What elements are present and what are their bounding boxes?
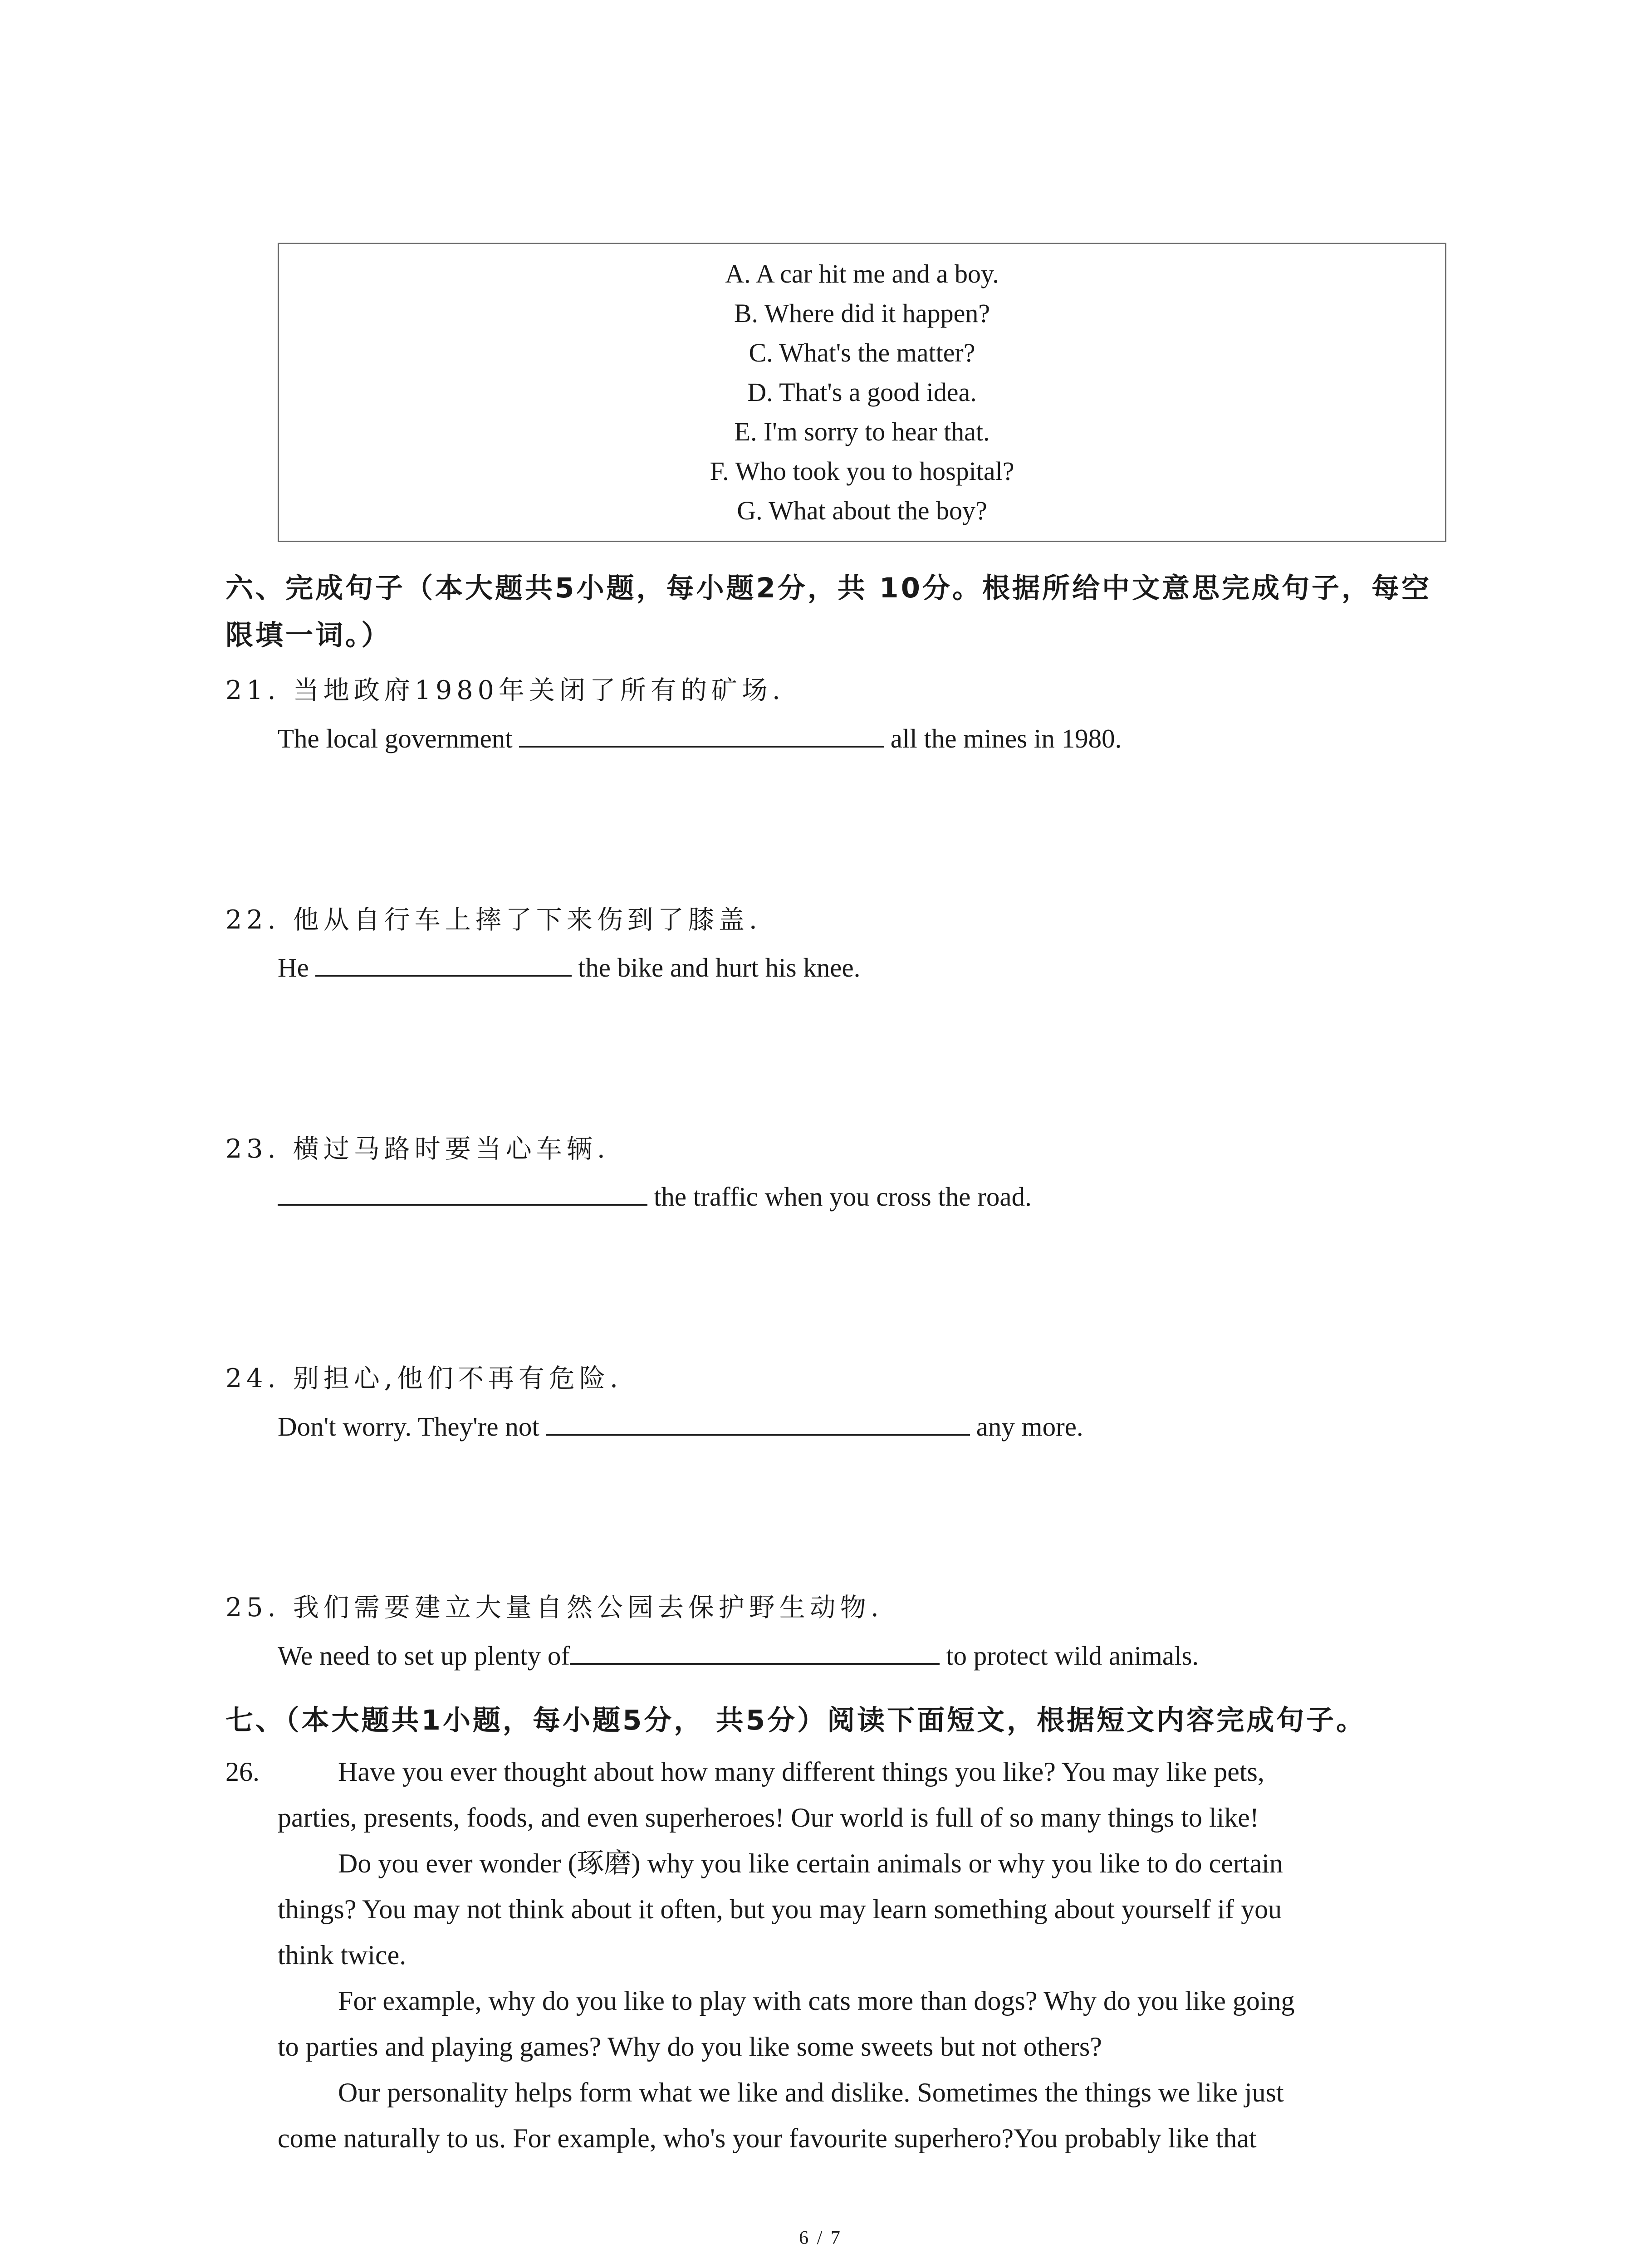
question-25-prompt xyxy=(225,1587,883,1624)
question-23-prompt xyxy=(225,1128,610,1165)
option-e: E. I'm sorry to hear that. xyxy=(734,417,990,446)
passage-line: Our personality helps form what we like and dislike. Sometimes the things we like just xyxy=(338,2077,1284,2107)
answer-blank-23[interactable] xyxy=(278,1176,647,1206)
passage-line: come naturally to us. For example, who's your favourite superhero?You probably like that xyxy=(278,2123,1257,2153)
option-b: B. Where did it happen? xyxy=(734,298,990,328)
question-21-prompt xyxy=(225,670,785,707)
sentence-before: We need to set up plenty of xyxy=(278,1641,570,1671)
question-chinese: 当地政府1980年关闭了所有的矿场. xyxy=(293,675,785,705)
option-g: G. What about the boy? xyxy=(737,496,987,525)
passage-line: For example, why do you like to play with cats more than dogs? Why do you like going xyxy=(338,1986,1295,2016)
option-c: C. What's the matter? xyxy=(749,338,975,367)
question-chinese: 横过马路时要当心车辆. xyxy=(293,1134,610,1164)
question-number: 21. xyxy=(225,675,280,705)
question-chinese: 我们需要建立大量自然公园去保护野生动物. xyxy=(293,1593,883,1623)
sentence-before: Don't worry. They're not xyxy=(278,1412,539,1442)
question-number: 23. xyxy=(225,1134,280,1164)
sentence-after: all the mines in 1980. xyxy=(890,723,1122,753)
section-7-heading: 七、（本大题共1小题，每小题5分， 共5分）阅读下面短文，根据短文内容完成句子。 xyxy=(225,1704,1367,1736)
answer-blank-25[interactable] xyxy=(570,1635,940,1665)
sentence-after: to protect wild animals. xyxy=(946,1641,1199,1671)
answer-options-box xyxy=(278,243,1446,542)
passage-number: 26. xyxy=(225,1757,260,1787)
question-22-sentence xyxy=(278,947,860,983)
option-f: F. Who took you to hospital? xyxy=(710,456,1014,486)
passage-line: to parties and playing games? Why do you like some sweets but not others? xyxy=(278,2032,1102,2062)
question-23-sentence xyxy=(278,1176,1032,1212)
question-chinese: 他从自行车上摔了下来伤到了膝盖. xyxy=(293,905,762,935)
passage-line: Do you ever wonder (琢磨) why you like certain animals or why you like to do certain xyxy=(338,1848,1283,1878)
question-21-sentence xyxy=(278,718,1122,754)
sentence-after: the bike and hurt his knee. xyxy=(578,953,861,982)
question-number: 25. xyxy=(225,1593,280,1623)
question-25-sentence xyxy=(278,1635,1199,1672)
option-d: D. That's a good idea. xyxy=(747,377,977,407)
question-22-prompt xyxy=(225,899,762,936)
sentence-after: the traffic when you cross the road. xyxy=(654,1182,1032,1212)
answer-blank-22[interactable] xyxy=(315,947,572,977)
passage-line: Have you ever thought about how many different things you like? You may like pets, xyxy=(338,1757,1264,1787)
section-6-heading-line2: 限填一词。） xyxy=(225,619,392,651)
answer-blank-24[interactable] xyxy=(546,1406,970,1436)
question-number: 22. xyxy=(225,905,280,935)
answer-blank-21[interactable] xyxy=(519,718,884,748)
passage-line: things? You may not think about it often, but you may learn something about yourself if you xyxy=(278,1894,1282,1924)
page-number: 6 / 7 xyxy=(799,2228,842,2248)
option-a: A. A car hit me and a boy. xyxy=(725,259,999,288)
question-24-sentence xyxy=(278,1406,1083,1442)
question-number: 24. xyxy=(225,1364,280,1393)
passage-line: think twice. xyxy=(278,1940,407,1970)
question-24-prompt xyxy=(225,1358,622,1395)
question-chinese: 别担心,他们不再有危险. xyxy=(293,1364,623,1393)
passage-line: parties, presents, foods, and even superheroes! Our world is full of so many things to like! xyxy=(278,1803,1259,1833)
sentence-after: any more. xyxy=(976,1412,1083,1442)
sentence-before: He xyxy=(278,953,309,982)
sentence-before: The local government xyxy=(278,723,513,753)
section-6-heading-line1: 六、完成句子（本大题共5小题，每小题2分，共 10分。根据所给中文意思完成句子，每空 xyxy=(225,572,1432,604)
